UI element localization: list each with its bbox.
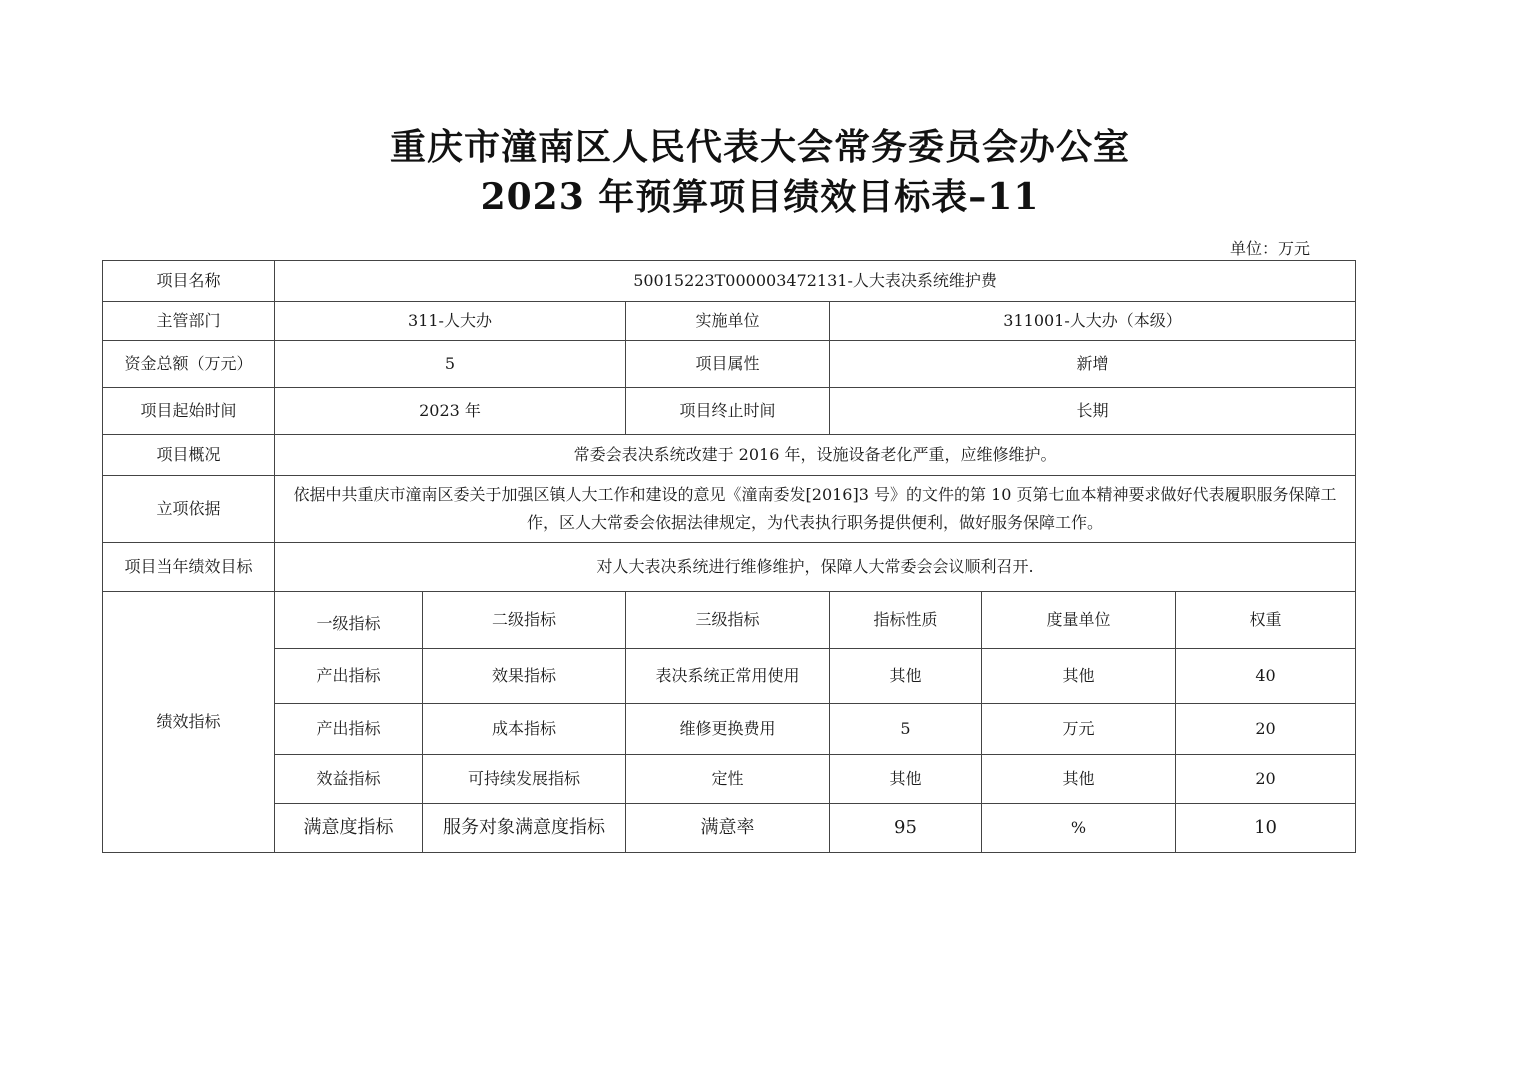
indicator-level2: 可持续发展指标	[423, 755, 626, 804]
dept-label: 主管部门	[103, 302, 275, 341]
indicator-row	[103, 755, 1356, 804]
summary-label: 项目概况	[103, 435, 275, 476]
attr-value: 新增	[830, 341, 1356, 388]
indicator-level3: 满意率	[626, 804, 830, 853]
indicator-nature: 其他	[830, 649, 982, 704]
indicator-level1: 产出指标	[275, 704, 423, 755]
indicator-weight: 10	[1176, 804, 1356, 853]
indicator-unit: 万元	[982, 704, 1176, 755]
fund-value: 5	[275, 341, 626, 388]
attr-label: 项目属性	[626, 341, 830, 388]
project-name-label: 项目名称	[103, 261, 275, 302]
indicator-weight: 40	[1176, 649, 1356, 704]
start-label: 项目起始时间	[103, 388, 275, 435]
indicator-level3: 定性	[626, 755, 830, 804]
document-title	[0, 122, 1520, 222]
indicator-row	[103, 804, 1356, 853]
indicator-header-row	[103, 592, 1356, 649]
row-department	[103, 302, 1356, 341]
indicators-label: 绩效指标	[103, 592, 275, 853]
row-time	[103, 388, 1356, 435]
impl-value: 311001-人大办（本级）	[830, 302, 1356, 341]
goal-value: 对人大表决系统进行维修维护，保障人大常委会会议顺利召开.	[275, 543, 1356, 592]
indicator-row	[103, 704, 1356, 755]
indicator-header: 指标性质	[830, 592, 982, 649]
performance-table	[102, 260, 1356, 853]
indicator-unit: 其他	[982, 755, 1176, 804]
indicator-level2: 成本指标	[423, 704, 626, 755]
indicator-header: 权重	[1176, 592, 1356, 649]
project-name-value: 50015223T000003472131-人大表决系统维护费	[275, 261, 1356, 302]
indicator-nature: 其他	[830, 755, 982, 804]
indicator-header: 二级指标	[423, 592, 626, 649]
indicator-level3: 表决系统正常用使用	[626, 649, 830, 704]
row-fund	[103, 341, 1356, 388]
indicator-nature: 95	[830, 804, 982, 853]
end-label: 项目终止时间	[626, 388, 830, 435]
basis-value: 依据中共重庆市潼南区委关于加强区镇人大工作和建设的意见《潼南委发[2016]3 号》的文件的第 10 页第七血本精神要求做好代表履职服务保障工作，区人大常委会依据法律规定，为代表执行职务提供便利，做好服务保障工作。	[275, 476, 1356, 543]
indicator-header: 一级指标	[275, 592, 423, 649]
indicator-unit: 其他	[982, 649, 1176, 704]
indicator-level1: 产出指标	[275, 649, 423, 704]
indicator-level2: 效果指标	[423, 649, 626, 704]
row-goal	[103, 543, 1356, 592]
row-basis	[103, 476, 1356, 543]
impl-label: 实施单位	[626, 302, 830, 341]
goal-label: 项目当年绩效目标	[103, 543, 275, 592]
indicator-row	[103, 649, 1356, 704]
dept-value: 311-人大办	[275, 302, 626, 341]
unit-label: 单位：万元	[1229, 239, 1310, 258]
fund-label: 资金总额（万元）	[103, 341, 275, 388]
indicator-unit: %	[982, 804, 1176, 853]
end-value: 长期	[830, 388, 1356, 435]
indicator-level3: 维修更换费用	[626, 704, 830, 755]
row-summary	[103, 435, 1356, 476]
indicator-nature: 5	[830, 704, 982, 755]
indicator-header: 度量单位	[982, 592, 1176, 649]
indicator-weight: 20	[1176, 755, 1356, 804]
title-line-2: 2023 年预算项目绩效目标表–11	[480, 176, 1040, 218]
title-line-1: 重庆市潼南区人民代表大会常务委员会办公室	[389, 126, 1130, 168]
summary-value: 常委会表决系统改建于 2016 年，设施设备老化严重，应维修维护。	[275, 435, 1356, 476]
indicator-level1: 效益指标	[275, 755, 423, 804]
row-project-name	[103, 261, 1356, 302]
basis-label: 立项依据	[103, 476, 275, 543]
indicator-weight: 20	[1176, 704, 1356, 755]
start-value: 2023 年	[275, 388, 626, 435]
indicator-level1: 满意度指标	[275, 804, 423, 853]
indicator-header: 三级指标	[626, 592, 830, 649]
indicator-level2: 服务对象满意度指标	[423, 804, 626, 853]
